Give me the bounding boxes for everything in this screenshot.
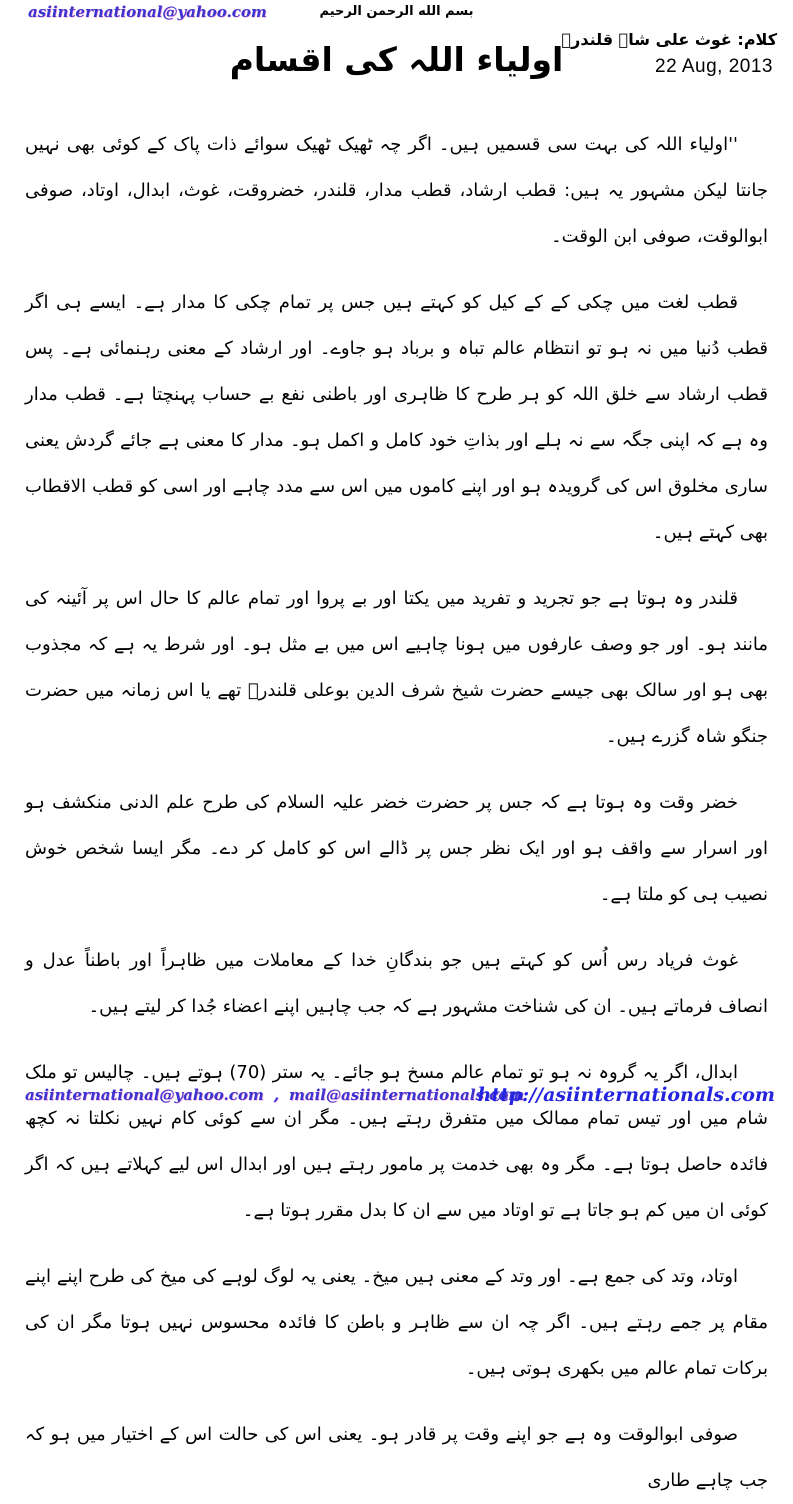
footer-email-link-1[interactable]: asiinternational@yahoo.com xyxy=(25,1086,264,1104)
urdu-paragraph: اوتاد، وتد کی جمع ہے۔ اور وتد کے معنی ہیں میخ۔ یعنی یہ لوگ لوہے کی میخ کی طرح اپنے اپنے مقام پر جمے رہتے ہیں۔ اگر چہ ان سے ظاہر و باطن کا فائدہ محسوس نہیں ہوتا مگر ان کی برکات تمام عالم میں بکھری ہوتی ہیں۔ xyxy=(25,1266,768,1379)
footer-email-link-2[interactable]: mail@asiinternationals.com xyxy=(288,1086,525,1104)
footer-emails xyxy=(25,1086,524,1104)
urdu-paragraph: خضر وقت وہ ہوتا ہے کہ جس پر حضرت خضر علیہ السلام کی طرح علم الدنی منکشف ہو اور اسرار سے واقف ہو اور ایک نظر جس پر ڈالے اس کو کامل کر دے۔ مگر ایسا شخص خوش نصیب ہی کو ملتا ہے۔ xyxy=(25,792,768,905)
footer-email-separator: , xyxy=(273,1086,279,1104)
urdu-paragraph: ابدال، اگر یہ گروہ نہ ہو تو تمام عالم مسخ ہو جائے۔ یہ ستر (70) ہوتے ہیں۔ چالیس تو ملک شام میں اور تیس تمام ممالک میں متفرق رہتے ہیں۔ مگر ان سے کوئی کام نہیں نکلتا نہ کچھ فائدہ حاصل ہوتا ہے۔ مگر وہ بھی خدمت پر مامور رہتے ہیں اور ابدال اس لیے کہلاتے ہیں کہ اگر کوئی ان میں کم ہو جاتا ہے تو اوتاد میں سے ان کا بدل مقرر ہوتا ہے۔ xyxy=(25,1062,768,1221)
urdu-paragraph: قطب لغت میں چکی کے کے کیل کو کہتے ہیں جس پر تمام چکی کا مدار ہے۔ ایسے ہی اگر قطب دُنیا میں نہ ہو تو انتظام عالم تباہ و برباد ہو جاوے۔ اور ارشاد کے معنی رہنمائی ہے۔ پس قطب ارشاد سے خلق اللہ کو ہر طرح کا ظاہری اور باطنی نفع بے حساب پہنچتا ہے۔ قطب مدار وہ ہے کہ اپنی جگہ سے نہ ہلے اور بذاتِ خود کامل و اکمل ہو۔ مدار کا معنی ہے جائے گردش یعنی ساری مخلوق اس کی گرویدہ ہو اور اپنے کاموں میں اس سے مدد چاہے اور اسی کو قطب الاقطاب بھی کہتے ہیں۔ xyxy=(25,292,768,543)
footer-website-link[interactable]: http://asiinternationals.com xyxy=(477,1084,775,1106)
page-title: اولیاء اللہ کی اقسام xyxy=(229,40,564,79)
document-date: 22 Aug, 2013 xyxy=(655,56,773,77)
urdu-paragraph: صوفی ابوالوقت وہ ہے جو اپنے وقت پر قادر ہو۔ یعنی اس کی حالت اس کے اختیار میں ہو کہ جب چاہے طاری xyxy=(25,1424,768,1491)
urdu-paragraph: قلندر وہ ہوتا ہے جو تجرید و تفرید میں یکتا اور بے پروا اور تمام عالم کا حال اس پر آئینہ کی مانند ہو۔ اور جو وصف عارفوں میں ہونا چاہیے اس میں بے مثل ہو۔ اور شرط یہ ہے کہ مجذوب بھی ہو اور سالک بھی جیسے حضرت شیخ شرف الدین بوعلی قلندرؒ تھے یا اس زمانہ میں حضرت جنگو شاہ گزرے ہیں۔ xyxy=(25,588,768,747)
header-email-link[interactable]: asiinternational@yahoo.com xyxy=(28,3,267,21)
kalam-attribution: کلام: غوث علی شاہ قلندرؒ xyxy=(561,30,777,49)
urdu-paragraph: غوث فریاد رس اُس کو کہتے ہیں جو بندگانِ خدا کے معاملات میں ظاہراً اور باطناً عدل و انصاف فرماتے ہیں۔ ان کی شناخت مشہور ہے کہ جب چاہیں اپنے اعضاء جُدا کر لیتے ہیں۔ xyxy=(25,950,768,1017)
urdu-paragraph: ''اولیاء اللہ کی بہت سی قسمیں ہیں۔ اگر چہ ٹھیک ٹھیک سوائے ذات پاک کے کوئی بھی نہیں جانتا لیکن مشہور یہ ہیں: قطب ارشاد، قطب مدار، قلندر، خضروقت، غوث، ابدال، اوتاد، صوفی ابوالوقت، صوفی ابن الوقت۔ xyxy=(25,134,768,247)
bismillah-text: بسم الله الرحمن الرحيم xyxy=(319,4,474,19)
